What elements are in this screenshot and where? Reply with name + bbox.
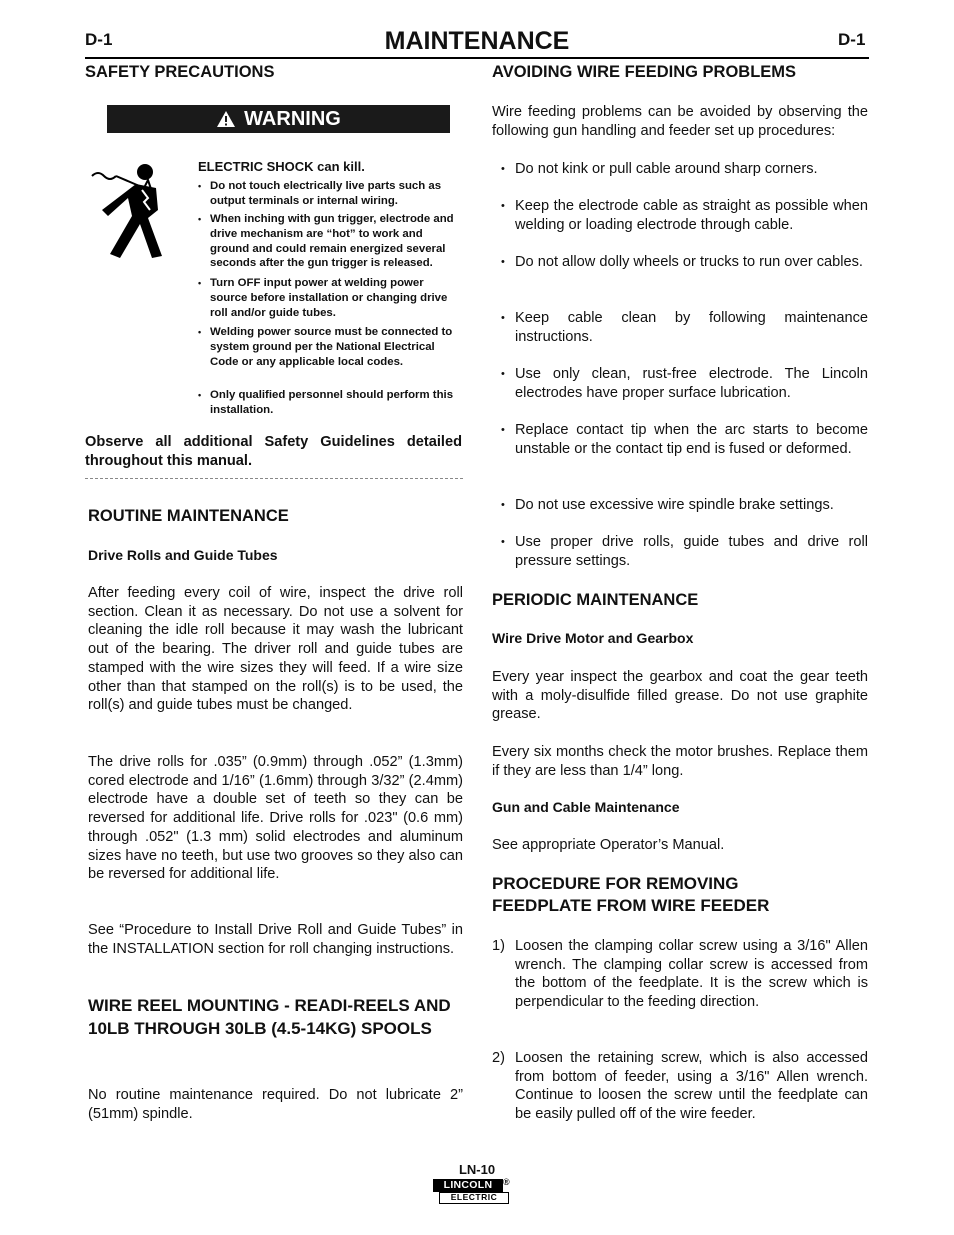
- avoid-item: • Do not kink or pull cable around sharp corners.: [501, 161, 818, 177]
- wire-reel-paragraph: No routine maintenance required. Do not lubricate 2” (51mm) spindle.: [88, 1087, 463, 1122]
- safety-item: • Only qualified personnel should perform this installation.: [198, 389, 454, 416]
- safety-item: • When inching with gun trigger, electrode and drive mechanism are “hot” to work and ground and could remain energized several seconds after the gun trigger is released.: [198, 213, 454, 270]
- observe-note: Observe all additional Safety Guidelines detailed throughout this manual.: [85, 434, 462, 469]
- electric-shock-icon: [88, 158, 188, 260]
- procedure-heading: PROCEDURE FOR REMOVING FEEDPLATE FROM WIRE FEEDER: [492, 874, 770, 915]
- shock-title: ELECTRIC SHOCK can kill.: [198, 159, 365, 174]
- periodic-paragraph-2: Every six months check the motor brushes. Replace them if they are less than 1/4” long.: [492, 744, 868, 779]
- avoid-item: • Use proper drive rolls, guide tubes and drive roll pressure settings.: [501, 534, 868, 569]
- periodic-heading: PERIODIC MAINTENANCE: [492, 591, 699, 609]
- routine-paragraph-2: The drive rolls for .035” (0.9mm) through .052” (1.3mm) cored electrode and 1/16” (1.6mm) through 3/32” (2.4mm) electrode have a double set of teeth so they can be reversed for additional life. Drive rolls for .023" (0.6 mm) through .052" (1.3 mm) solid electrodes and aluminum sizes have no teeth, but use two grooves so they also can be reversed for additional life.: [88, 754, 463, 883]
- page-code-right: D-1: [838, 30, 866, 49]
- avoid-item: • Keep cable clean by following maintenance instructions.: [501, 310, 868, 345]
- routine-heading: ROUTINE MAINTENANCE: [88, 507, 289, 525]
- gun-cable-subheading: Gun and Cable Maintenance: [492, 799, 680, 815]
- routine-paragraph-3: See “Procedure to Install Drive Roll and Guide Tubes” in the INSTALLATION section for roll changing instructions.: [88, 922, 463, 957]
- avoid-item: • Do not use excessive wire spindle brake settings.: [501, 497, 834, 513]
- periodic-paragraph-3: See appropriate Operator’s Manual.: [492, 837, 725, 853]
- warning-triangle-icon: [216, 110, 236, 128]
- lincoln-electric-logo: LINCOLN ® ELECTRIC: [433, 1179, 511, 1206]
- wire-reel-heading: WIRE REEL MOUNTING - READI-REELS AND 10LB THROUGH 30LB (4.5-14KG) SPOOLS: [88, 996, 451, 1038]
- routine-paragraph-1: After feeding every coil of wire, inspect the drive roll section. Clean it as necessary. Do not use a solvent for cleaning the idle roll because it may wash the lubricant out of the bearing. The driver roll and guide tubes are stamped with the wire sizes they will feed. If a wire size other than that stamped on the roll(s) is to be used, the roll(s) and guide tubes must be changed.: [88, 585, 463, 714]
- header-rule: [85, 57, 869, 59]
- avoid-intro: Wire feeding problems can be avoided by observing the following gun handling and feeder set up procedures:: [492, 104, 868, 139]
- procedure-step: 1) Loosen the clamping collar screw using a 3/16" Allen wrench. The clamping collar screw is accessed from the bottom of the feedplate. It is the screw which is perpendicular to the feeding direction.: [492, 938, 868, 1011]
- periodic-paragraph-1: Every year inspect the gearbox and coat the gear teeth with a moly-disulfide filled grease. Do not use graphite grease.: [492, 669, 868, 723]
- warning-banner: [107, 105, 450, 133]
- safety-item: • Turn OFF input power at welding power source before installation or changing drive roll and/or guide tubes.: [198, 277, 448, 319]
- safety-item: • Do not touch electrically live parts such as output terminals or internal wiring.: [198, 180, 442, 207]
- page-title: MAINTENANCE: [384, 27, 570, 55]
- safety-heading: SAFETY PRECAUTIONS: [85, 63, 275, 81]
- warning-label: WARNING: [244, 107, 341, 130]
- page-code-left: D-1: [85, 30, 113, 49]
- drive-rolls-subheading: Drive Rolls and Guide Tubes: [88, 547, 278, 563]
- section-divider: [85, 478, 463, 479]
- model-number: LN-10: [458, 1162, 496, 1177]
- avoid-item: • Do not allow dolly wheels or trucks to run over cables.: [501, 254, 863, 270]
- avoid-item: • Keep the electrode cable as straight as possible when welding or loading electrode through cable.: [501, 198, 868, 233]
- safety-item: • Welding power source must be connected to system ground per the National Electrical Code or any applicable local codes.: [198, 326, 453, 368]
- procedure-step: 2) Loosen the retaining screw, which is also accessed from bottom of feeder, using a 3/16" Allen wrench. Continue to loosen the screw until the feedplate can be easily pulled off of the wire feeder.: [492, 1050, 868, 1123]
- avoid-heading: AVOIDING WIRE FEEDING PROBLEMS: [492, 63, 797, 81]
- avoid-item: • Use only clean, rust-free electrode. The Lincoln electrodes have proper surface lubrication.: [501, 366, 868, 401]
- avoid-item: • Replace contact tip when the arc starts to become unstable or the contact tip end is fused or deformed.: [501, 422, 868, 457]
- gearbox-subheading: Wire Drive Motor and Gearbox: [492, 630, 694, 646]
